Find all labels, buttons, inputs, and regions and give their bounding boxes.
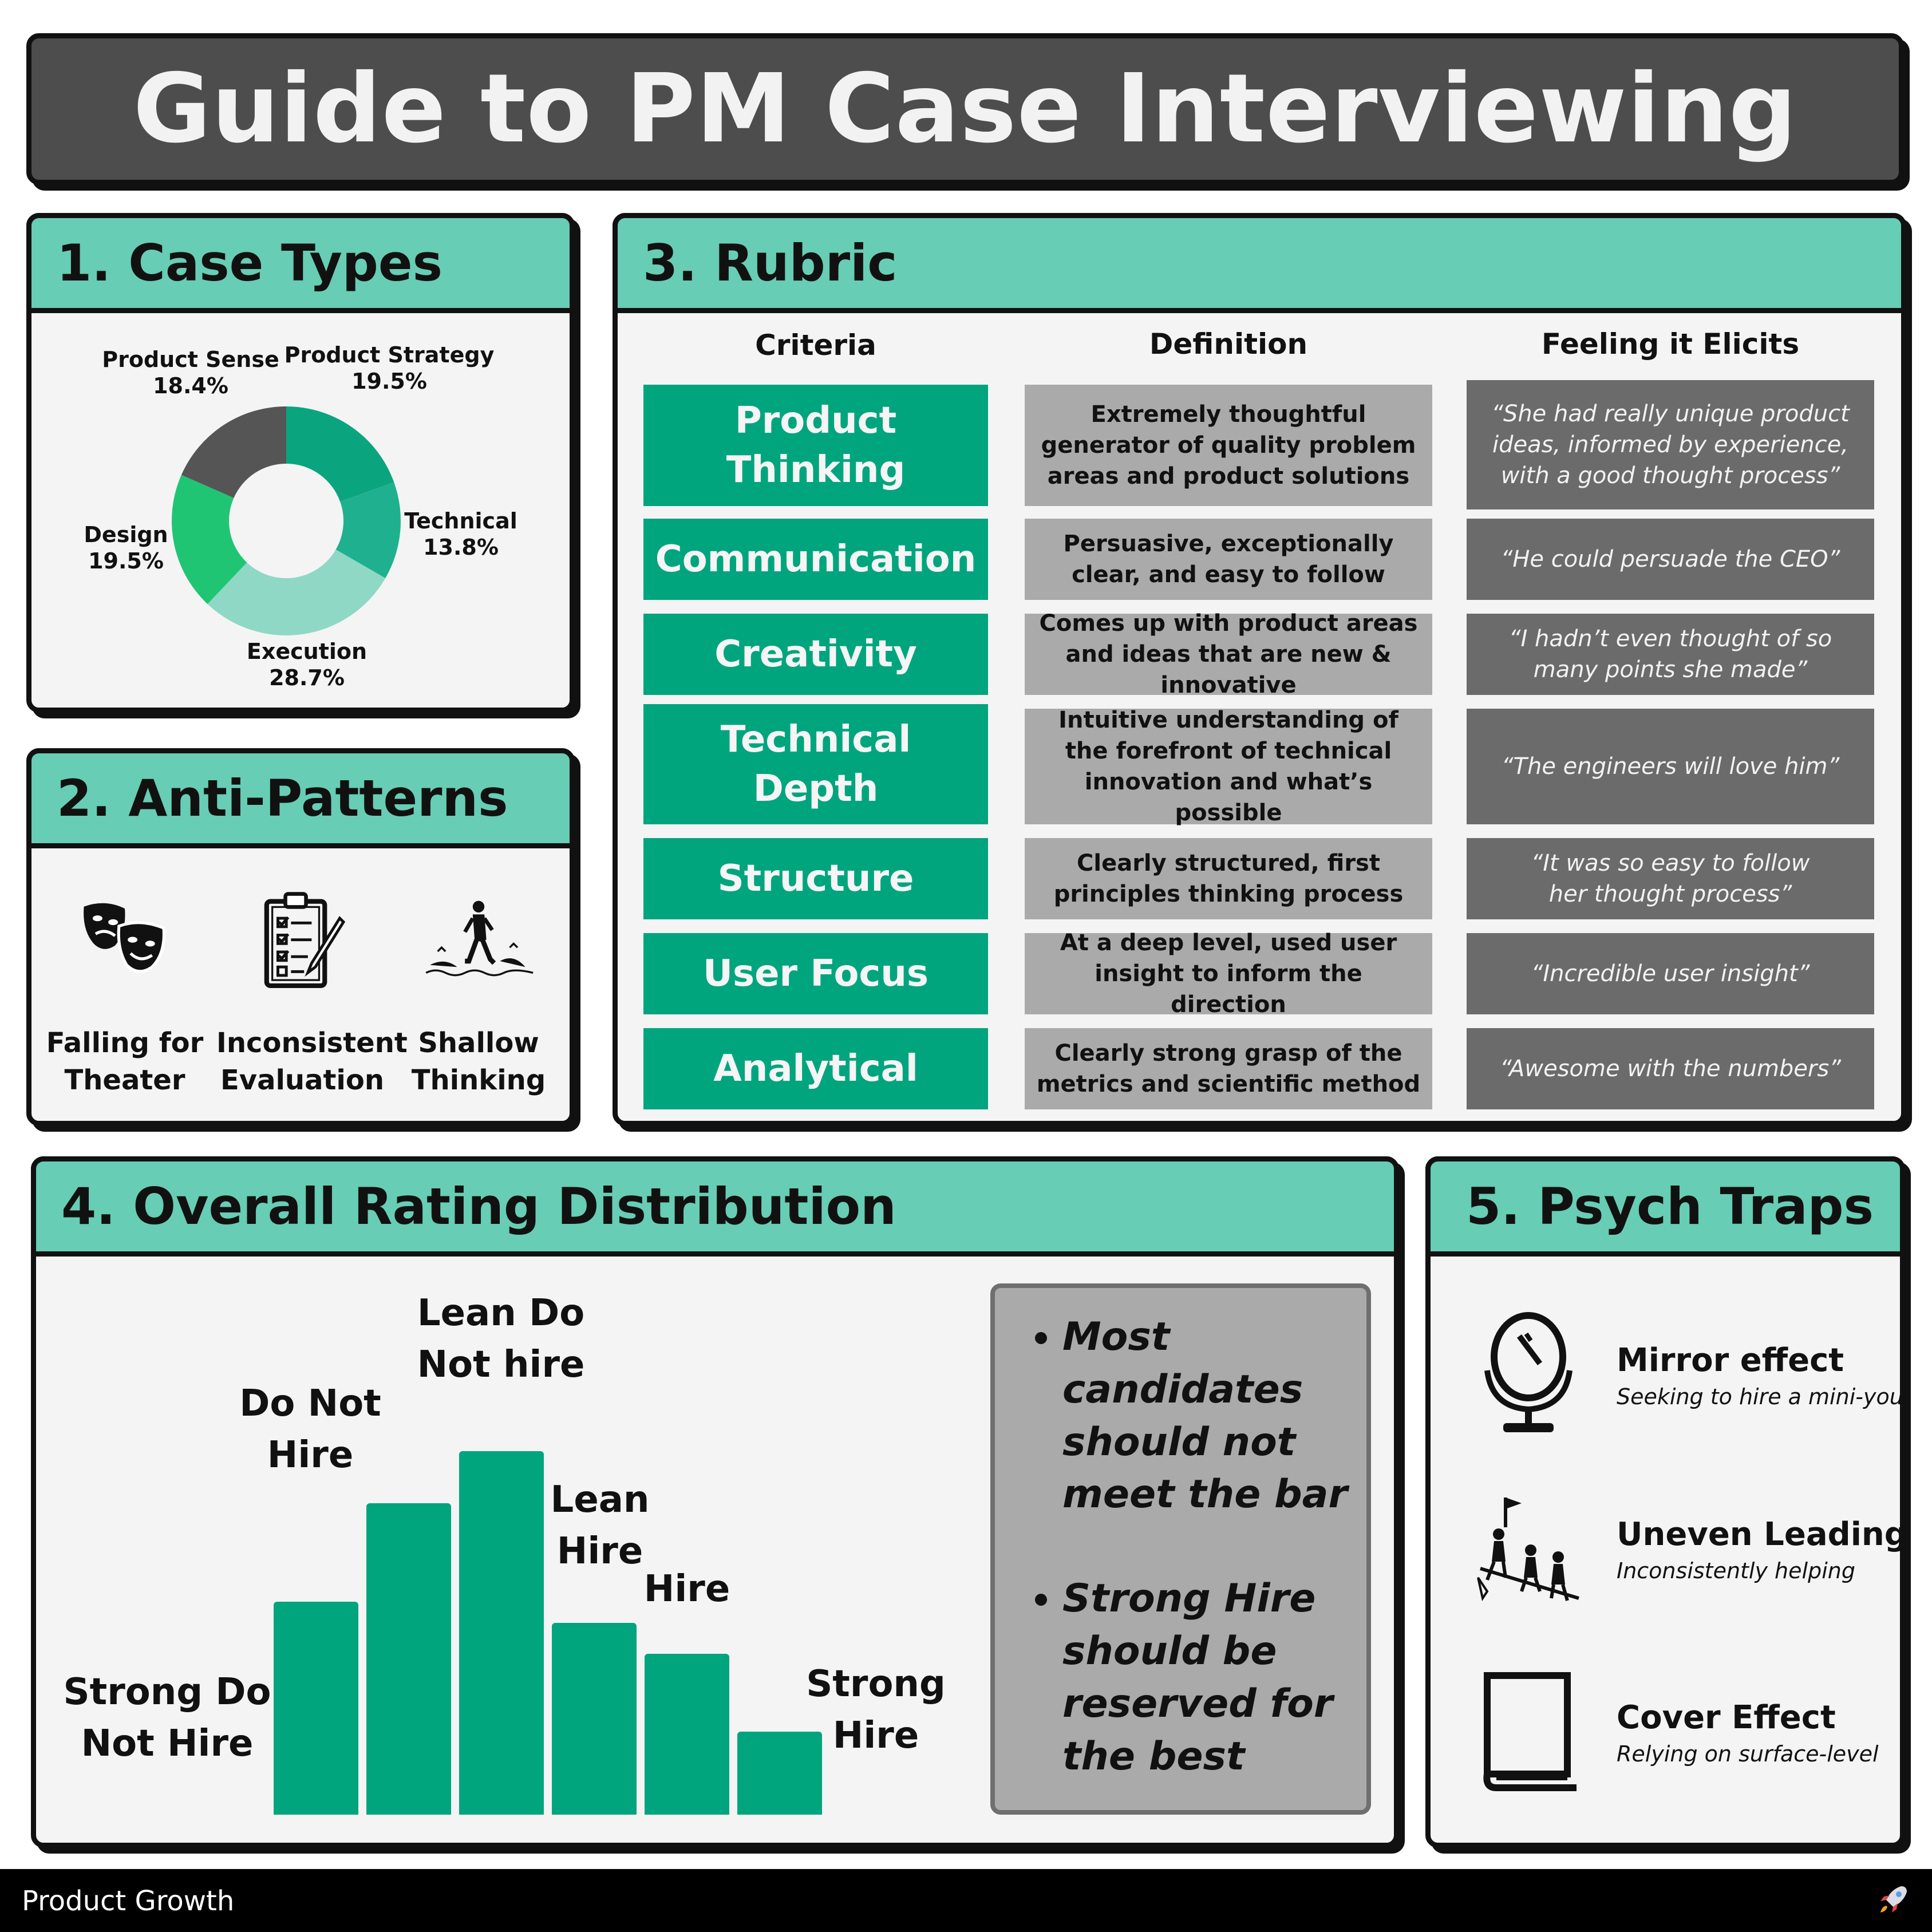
psych-traps-header: 5. Psych Traps (1425, 1156, 1905, 1257)
feeling-analytical: “Awesome with the numbers” (1467, 1028, 1874, 1109)
rating-label-line: Hire (643, 1568, 730, 1610)
theater-masks-icon (76, 893, 173, 990)
book-icon (1471, 1669, 1586, 1795)
feeling-communication: “He could persuade the CEO” (1467, 519, 1874, 600)
anti-pattern-inconsistent (216, 887, 408, 1099)
definition-user-focus: At a deep level, used user insight to inform the direction (1025, 933, 1432, 1014)
rating-header: 4. Overall Rating Distribution (31, 1156, 1399, 1257)
donut-label-product-strategy (285, 342, 495, 394)
definition-product-thinking: Extremely thoughtful generator of quality problem areas and product solutions (1025, 385, 1432, 506)
slice-name: Technical (404, 508, 517, 534)
psych-trap-title: Mirror effect (1617, 1342, 1844, 1379)
mirror-icon (1471, 1311, 1586, 1437)
rating-label-strong-hire (806, 1659, 946, 1761)
feeling-technical-depth: “The engineers will love him” (1467, 709, 1874, 824)
rating-label-line: Do Not (239, 1382, 381, 1425)
rating-bar-strong-do-not-hire (274, 1602, 358, 1815)
definition-structure: Clearly structured, first principles thinking process (1025, 838, 1432, 919)
rating-label-line: Not Hire (81, 1722, 254, 1765)
rating-note: • Strong Hire should be reserved for the best (1062, 1573, 1349, 1783)
page-title: Guide to PM Case Interviewing (133, 54, 1797, 164)
title-bar (26, 33, 1904, 185)
footer-bar (0, 1869, 1932, 1932)
person-crossing-stream-icon (418, 893, 539, 990)
criteria-product-thinking: Product Thinking (643, 385, 988, 506)
feeling-creativity: “I hadn’t even thought of so many points she made” (1467, 614, 1874, 695)
rating-label-lean-do-not-hire (417, 1288, 585, 1390)
rating-label-do-not-hire (239, 1378, 381, 1481)
psych-trap-subtitle: Seeking to hire a mini-you (1617, 1384, 1903, 1409)
slice-name: Product Sense (102, 347, 279, 372)
definition-analytical: Clearly strong grasp of the metrics and scientific method (1025, 1028, 1432, 1109)
feeling-column-header: Feeling it Elicits (1541, 327, 1800, 361)
rating-label-line: Lean (550, 1479, 650, 1521)
anti-pattern-label: Inconsistent (216, 1027, 408, 1059)
donut-label-technical (404, 508, 517, 560)
slice-pct: 13.8% (423, 534, 499, 560)
anti-pattern-label: Evaluation (220, 1064, 385, 1096)
slice-name: Execution (246, 639, 368, 664)
criteria-creativity: Creativity (643, 614, 988, 695)
donut-slice-product-strategy (286, 406, 394, 501)
criteria-user-focus: User Focus (643, 933, 988, 1014)
case-types-donut (166, 401, 406, 641)
rating-label-strong-do-not-hire (64, 1667, 271, 1769)
criteria-communication: Communication (643, 519, 988, 600)
feeling-product-thinking: “She had really unique product ideas, informed by experience, with a good thought process” (1467, 380, 1874, 509)
slice-name: Design (84, 522, 168, 547)
psych-trap-title: Uneven Leading (1617, 1516, 1907, 1553)
case-types-header: 1. Case Types (26, 213, 575, 313)
rating-bar-lean-do-not-hire (459, 1451, 544, 1815)
slice-name: Product Strategy (284, 342, 495, 368)
slice-pct: 19.5% (88, 548, 164, 574)
rating-bar-hire (645, 1654, 729, 1815)
psych-trap-subtitle: Relying on surface-level (1617, 1741, 1879, 1767)
psych-trap-title: Cover Effect (1617, 1699, 1836, 1736)
slice-pct: 18.4% (153, 373, 228, 398)
rating-bar-do-not-hire (366, 1503, 451, 1815)
anti-pattern-label: Falling for (46, 1027, 204, 1059)
rating-label-line: Strong (806, 1663, 946, 1705)
criteria-technical-depth: Technical Depth (643, 704, 988, 824)
psych-trap-subtitle: Inconsistently helping (1617, 1558, 1855, 1583)
anti-pattern-shallow (393, 887, 564, 1099)
feeling-structure: “It was so easy to follow her thought process” (1467, 838, 1874, 919)
criteria-analytical: Analytical (643, 1028, 988, 1109)
clipboard-checklist-icon (254, 890, 351, 993)
donut-label-product-sense (102, 347, 279, 399)
footer-brand: Product Growth (22, 1885, 235, 1917)
rating-label-lean-hire (551, 1475, 650, 1577)
climbers-flag-icon (1471, 1488, 1586, 1614)
rating-note: • Most candidates should not meet the bar (1062, 1311, 1349, 1521)
anti-pattern-label: Theater (64, 1064, 185, 1096)
feeling-user-focus: “Incredible user insight” (1467, 933, 1874, 1014)
rating-label-line: Not hire (417, 1343, 585, 1386)
definition-technical-depth: Intuitive understanding of the forefront of technical innovation and what’s possible (1025, 709, 1432, 824)
rating-label-hire (644, 1564, 730, 1615)
rating-label-line: Hire (556, 1530, 643, 1573)
anti-pattern-label: Thinking (411, 1064, 546, 1096)
rating-label-line: Lean Do (417, 1292, 585, 1334)
rating-label-line: Hire (832, 1714, 919, 1757)
rating-bar-lean-hire (552, 1623, 637, 1815)
definition-creativity: Comes up with product areas and ideas that are new & innovative (1025, 614, 1432, 695)
slice-pct: 19.5% (351, 368, 427, 394)
criteria-column-header: Criteria (755, 329, 876, 362)
definition-communication: Persuasive, exceptionally clear, and easy to follow (1025, 519, 1432, 600)
rocket-icon (1876, 1883, 1910, 1917)
rating-label-line: Hire (267, 1433, 354, 1476)
rating-notes-box (990, 1283, 1371, 1815)
definition-column-header: Definition (1149, 327, 1308, 361)
donut-label-design (84, 522, 168, 574)
slice-pct: 28.7% (269, 665, 345, 690)
donut-label-execution (247, 639, 367, 691)
criteria-structure: Structure (643, 838, 988, 919)
anti-patterns-header: 2. Anti-Patterns (26, 748, 575, 848)
anti-pattern-theater (39, 887, 211, 1099)
anti-pattern-label: Shallow (418, 1027, 539, 1059)
rubric-header: 3. Rubric (613, 213, 1906, 313)
rating-label-line: Strong Do (63, 1671, 271, 1713)
